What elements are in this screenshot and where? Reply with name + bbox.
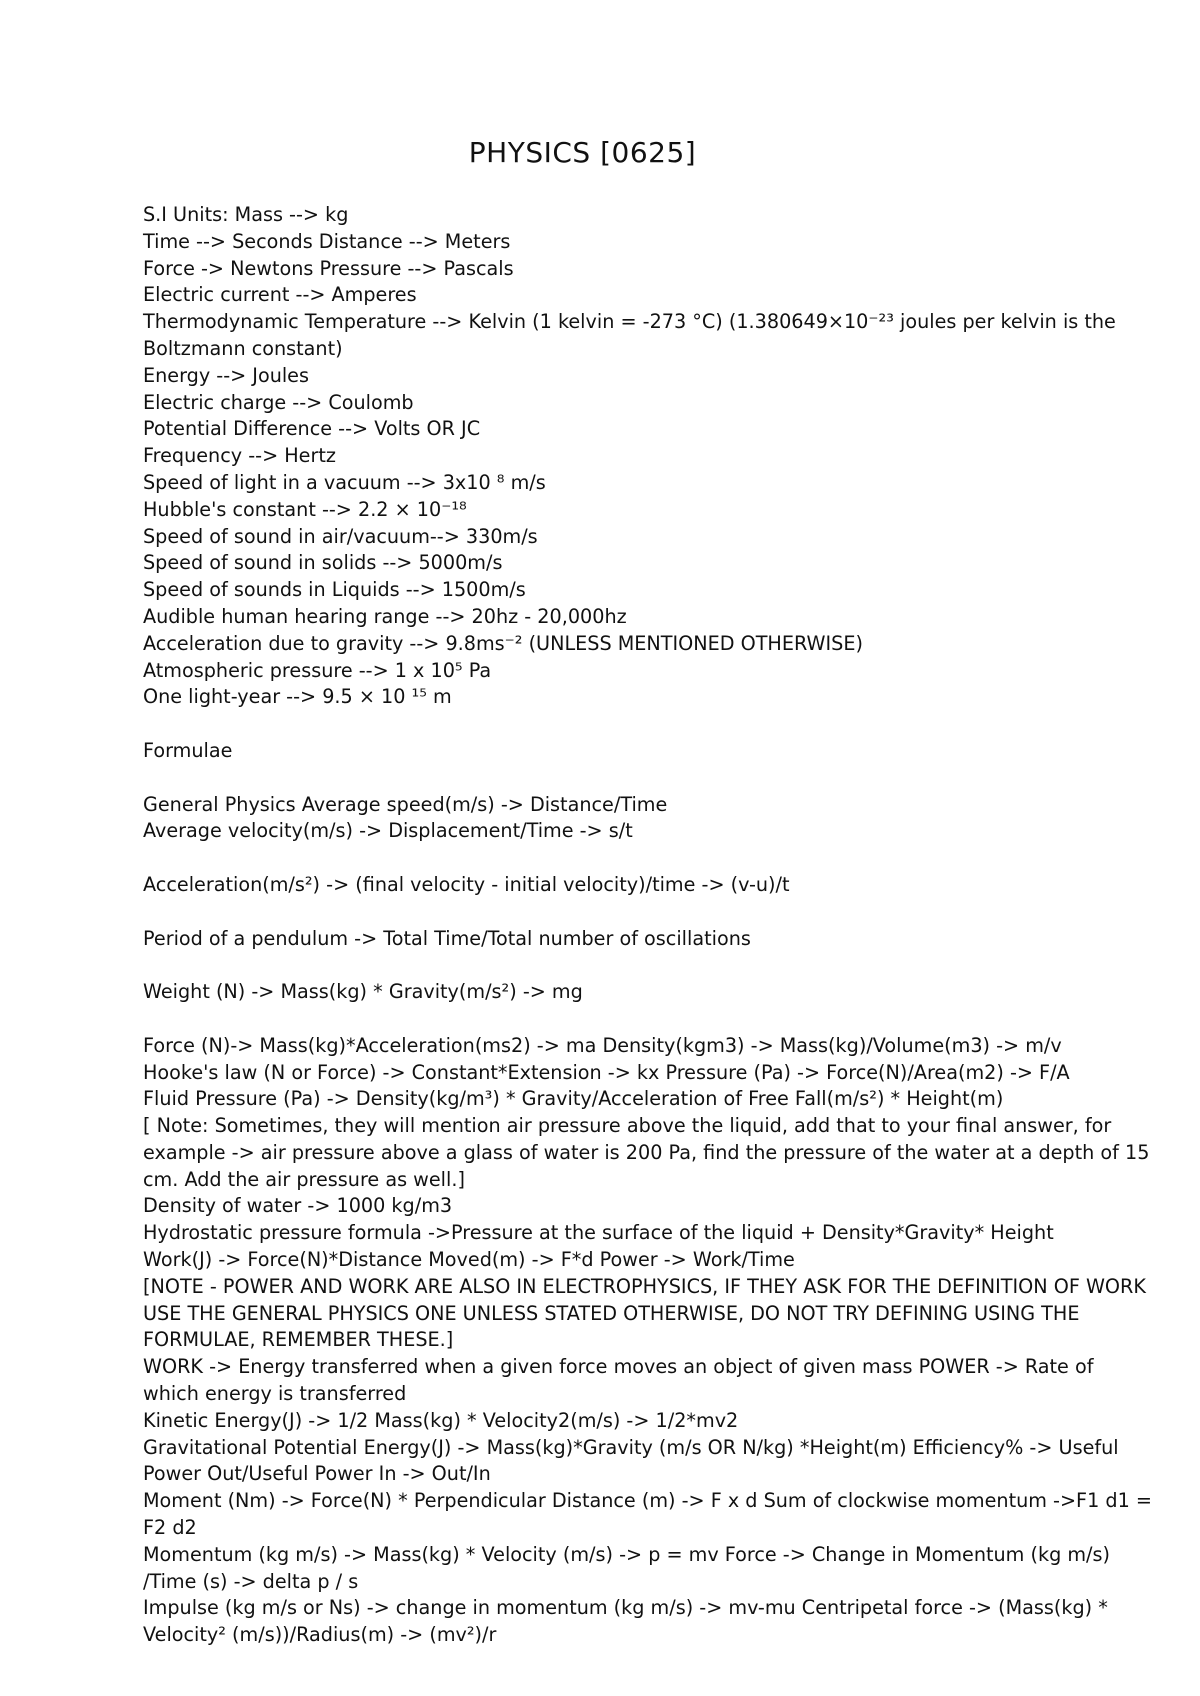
note-paragraph: [ Note: Sometimes, they will mention air pressure above the liquid, add that to your final answer, for example -> air pressure above a glass of water is 200 Pa, find the pressure of the water at a depth of 15 cm. Add the air pressure as well.] [143, 1114, 1150, 1191]
unit-line: Speed of sound in solids --> 5000m/s [143, 551, 503, 575]
formula-line: Weight (N) -> Mass(kg) * Gravity(m/s²) -> mg [143, 980, 583, 1004]
unit-line: Speed of light in a vacuum --> 3x10 ⁸ m/s [143, 470, 546, 494]
unit-line: Atmospheric pressure --> 1 x 10⁵ Pa [143, 658, 492, 682]
note-paragraph: [NOTE - POWER AND WORK ARE ALSO IN ELECTROPHYSICS, IF THEY ASK FOR THE DEFINITION OF WORK USE THE GENERAL PHYSICS ONE UNLESS STATED OTHERWISE, DO NOT TRY DEFINING USING THE FORMULAE, REMEMBER THESE.] [143, 1274, 1146, 1352]
definition-paragraph: WORK -> Energy transferred when a given force moves an object of given mass POWER -> Rate of which energy is transferred [143, 1355, 1094, 1406]
unit-line: Electric current --> Amperes [143, 283, 417, 307]
unit-line: Time --> Seconds Distance --> Meters [143, 229, 511, 253]
unit-line: S.I Units: Mass --> kg [143, 203, 349, 226]
formula-line: Hooke's law (N or Force) -> Constant*Extension -> kx Pressure (Pa) -> Force(N)/Area(m2) -> F/A [143, 1060, 1070, 1084]
formula-line: Density of water -> 1000 kg/m3 [143, 1194, 453, 1218]
document-body [143, 202, 1153, 1649]
formulae-heading: Formulae [143, 738, 233, 762]
unit-line: Thermodynamic Temperature --> Kelvin (1 kelvin = -273 °C) (1.380649×10⁻²³ joules per kelvin is the Boltzmann constant) [143, 310, 1116, 360]
formula-block [143, 1033, 1153, 1649]
unit-line: Frequency --> Hertz [143, 444, 336, 468]
formula-line: Period of a pendulum -> Total Time/Total number of oscillations [143, 926, 751, 950]
unit-line: Hubble's constant --> 2.2 × 10⁻¹⁸ [143, 497, 467, 521]
unit-line: Acceleration due to gravity --> 9.8ms⁻² (UNLESS MENTIONED OTHERWISE) [143, 631, 863, 655]
formula-line: General Physics Average speed(m/s) -> Distance/Time [143, 792, 668, 816]
page-title: PHYSICS [0625] [468, 136, 697, 169]
unit-line: Speed of sound in air/vacuum--> 330m/s [143, 524, 538, 548]
formula-line: Average velocity(m/s) -> Displacement/Time -> s/t [143, 819, 633, 843]
unit-line: Speed of sounds in Liquids --> 1500m/s [143, 578, 526, 602]
formula-line: Acceleration(m/s²) -> (final velocity - initial velocity)/time -> (v-u)/t [143, 872, 790, 896]
si-units-list [143, 202, 1153, 711]
unit-line: Electric charge --> Coulomb [143, 390, 414, 414]
formula-line: Impulse (kg m/s or Ns) -> change in momentum (kg m/s) -> mv-mu Centripetal force -> (Mass(kg) * Velocity² (m/s))/Radius(m) -> (mv²)/r [143, 1596, 1108, 1647]
unit-line: Energy --> Joules [143, 363, 309, 387]
formula-line: Work(J) -> Force(N)*Distance Moved(m) -> F*d Power -> Work/Time [143, 1248, 795, 1272]
formula-line: Fluid Pressure (Pa) -> Density(kg/m³) * Gravity/Acceleration of Free Fall(m/s²) * Height(m) [143, 1087, 1004, 1111]
formula-line: Moment (Nm) -> Force(N) * Perpendicular Distance (m) -> F x d Sum of clockwise momentum ->F1 d1 = F2 d2 [143, 1489, 1152, 1540]
unit-line: One light-year --> 9.5 × 10 ¹⁵ m [143, 685, 452, 709]
unit-line: Audible human hearing range --> 20hz - 20,000hz [143, 604, 627, 628]
formula-line: Force (N)-> Mass(kg)*Acceleration(ms2) -> ma Density(kgm3) -> Mass(kg)/Volume(m3) -> m/v [143, 1033, 1062, 1057]
formula-line: Hydrostatic pressure formula ->Pressure at the surface of the liquid + Density*Gravity* Height [143, 1221, 1054, 1245]
formula-line: Momentum (kg m/s) -> Mass(kg) * Velocity (m/s) -> p = mv Force -> Change in Momentum (kg m/s) /Time (s) -> delta p / s [143, 1542, 1110, 1593]
formula-line: Kinetic Energy(J) -> 1/2 Mass(kg) * Velocity2(m/s) -> 1/2*mv2 [143, 1408, 739, 1432]
unit-line: Potential Difference --> Volts OR JC [143, 417, 481, 441]
formula-line: Gravitational Potential Energy(J) -> Mass(kg)*Gravity (m/s OR N/kg) *Height(m) Efficiency% -> Useful Power Out/Useful Power In -> Out/In [143, 1435, 1119, 1486]
unit-line: Force -> Newtons Pressure --> Pascals [143, 256, 514, 280]
